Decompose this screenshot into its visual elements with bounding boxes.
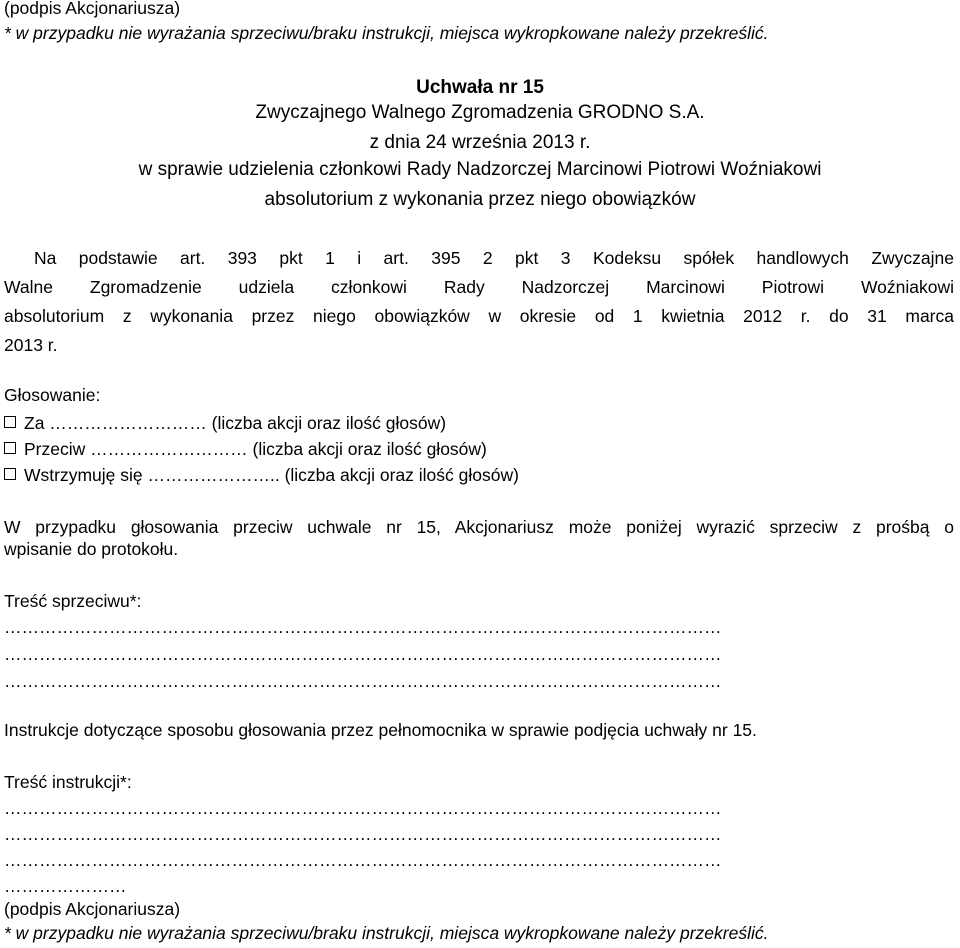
vote-option-abstain xyxy=(4,463,519,487)
signature-label-bottom: (podpis Akcjonariusza) xyxy=(4,899,181,919)
resolution-subject-line2: absolutorium z wykonania przez niego obowiązków xyxy=(264,189,696,210)
body-line-1: Na podstawie art. 393 pkt 1 i art. 395 2 pkt 3 Kodeksu spółek handlowych Zwyczajne xyxy=(34,248,954,268)
signature-label-top: (podpis Akcjonariusza) xyxy=(4,0,181,18)
resolution-subject-line1: w sprawie udzielenia członkowi Rady Nadzorczej Marcinowi Piotrowi Woźniakowi xyxy=(138,159,822,180)
footnote-bottom: * w przypadku nie wyrażania sprzeciwu/braku instrukcji, miejsca wykropkowane należy przekreślić. xyxy=(4,923,769,943)
instructions-field-line-2[interactable]: …………………………………………………………………………………………………………… xyxy=(4,824,722,844)
objection-info-line-2: wpisanie do protokołu. xyxy=(4,539,179,559)
vote-option-for xyxy=(4,411,446,435)
vote-option-against xyxy=(4,437,487,461)
vote-suffix: (liczba akcji oraz ilość głosów) xyxy=(284,465,519,485)
objection-label: Treść sprzeciwu*: xyxy=(4,591,142,611)
checkbox-for[interactable] xyxy=(4,416,16,428)
body-line-3: absolutorium z wykonania przez niego obowiązków w okresie od 1 kwietnia 2012 r. do 31 marca xyxy=(4,306,954,326)
objection-info-line-1: W przypadku głosowania przeciw uchwale nr 15, Akcjonariusz może poniżej wyrazić sprzeciw z prośbą o xyxy=(4,517,954,537)
voting-heading: Głosowanie: xyxy=(4,385,101,405)
vote-suffix: (liczba akcji oraz ilość głosów) xyxy=(252,439,487,459)
vote-label: Wstrzymuję się xyxy=(24,465,143,485)
objection-field-line-3[interactable]: …………………………………………………………………………………………………………… xyxy=(4,671,722,691)
objection-field-line-1[interactable]: …………………………………………………………………………………………………………… xyxy=(4,617,722,637)
vote-dots: ……………………… xyxy=(44,413,212,433)
resolution-date: z dnia 24 września 2013 r. xyxy=(369,132,591,153)
resolution-meeting: Zwyczajnego Walnego Zgromadzenia GRODNO S.A. xyxy=(255,102,705,123)
instructions-heading: Instrukcje dotyczące sposobu głosowania przez pełnomocnika w sprawie podjęcia uchwały nr 15. xyxy=(4,720,757,740)
instructions-field-line-3[interactable]: …………………………………………………………………………………………………………… xyxy=(4,850,722,870)
footnote-top: * w przypadku nie wyrażania sprzeciwu/braku instrukcji, miejsca wykropkowane należy przekreślić. xyxy=(4,23,769,43)
objection-field-line-2[interactable]: …………………………………………………………………………………………………………… xyxy=(4,644,722,664)
checkbox-abstain[interactable] xyxy=(4,468,16,480)
body-line-2: Walne Zgromadzenie udziela członkowi Rady Nadzorczej Marcinowi Piotrowi Woźniakowi xyxy=(4,277,954,297)
instructions-field-line-1[interactable]: …………………………………………………………………………………………………………… xyxy=(4,798,722,818)
vote-dots: ………………….. xyxy=(142,465,285,485)
resolution-title: Uchwała nr 15 xyxy=(416,77,544,98)
body-line-4: 2013 r. xyxy=(4,335,58,355)
vote-suffix: (liczba akcji oraz ilość głosów) xyxy=(211,413,447,433)
vote-label: Za xyxy=(24,413,45,433)
instructions-label: Treść instrukcji*: xyxy=(4,772,132,792)
vote-label: Przeciw xyxy=(24,439,86,459)
instructions-field-line-4[interactable]: ………………… xyxy=(4,876,127,896)
checkbox-against[interactable] xyxy=(4,442,16,454)
vote-dots: ……………………… xyxy=(85,439,253,459)
